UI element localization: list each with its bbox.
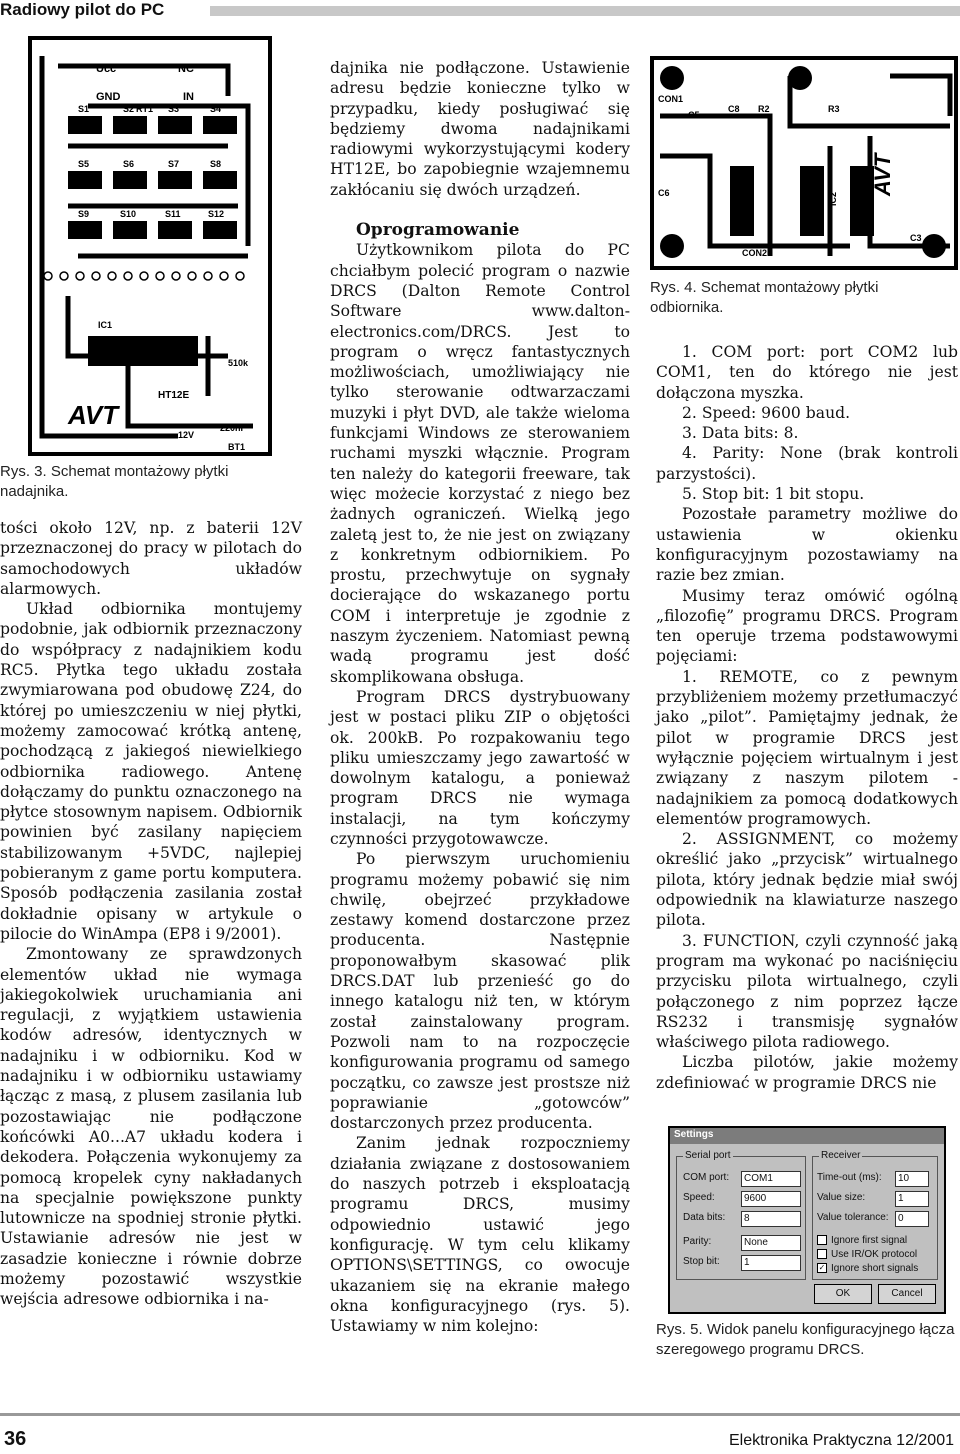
svg-text:C6: C6 [658,188,670,198]
serial-port-group [676,1150,806,1280]
ignore-first-signal-checkbox[interactable] [817,1235,907,1247]
svg-text:R3: R3 [828,104,840,114]
value-size-input[interactable]: 1 [895,1191,929,1207]
paragraph: tości około 12V, np. z baterii 12V przeznaczonej do pracy w pilotach do samochodowych układów alarmowych. [0,519,302,598]
parity-select[interactable]: None [741,1235,801,1251]
receiver-group-title: Receiver [821,1150,861,1161]
use-ir-ok-protocol-checkbox[interactable] [817,1249,917,1261]
svg-text:HT12D: HT12D [802,177,812,206]
svg-text:HT12E: HT12E [158,390,190,401]
com-port-select[interactable]: COM1 [741,1171,801,1187]
list-item: 3. Data bits: 8. [682,424,799,443]
list-item: 2. Speed: 9600 baud. [682,403,851,422]
value-tolerance-label: Value tolerance: [817,1212,889,1223]
paragraph: Musimy teraz omówić ogólną „filozofię” programu DRCS. Program ten operuje trzema podstawowymi pojęciami: [656,586,958,666]
serial-port-group-title: Serial port [685,1150,731,1161]
svg-text:CON1: CON1 [658,94,684,104]
svg-text:R2: R2 [758,104,770,114]
svg-text:AVT: AVT [68,400,119,430]
svg-text:IN: IN [183,91,194,103]
paragraph: Zmontowany ze sprawdzonych elementów układ nie wymaga jakiegokolwiek uruchamiania ani regulacji, z wyjątkiem ustawienia kodów adresów, identycznych w nadajniku i w odbiorniku. Kod w nadajniku i w odbiorniku ustawiamy łącząc z masą, z plusem zasilania lub pozostawiając nie podłączone końcówki A0...A7 układu kodera i dekodera. Połączenia wykonujemy za pomocą kropelek cyny nakładanych na specjalnie powiększone punkty lutownicze na spodniej stronie płytki. Ustawianie adresów nie jest w zasadzie konieczne i równie dobrze możemy pozostawić wszystkie wejścia adresowe odbiornika i na- [0,945,302,1309]
paragraph: dajnika nie podłączone. Ustawienie adresu będzie konieczne tylko w przypadku, kiedy posługiwać się będziemy dwoma nadajnikami radiowymi wykorzystującymi kodery HT12E, bo zapobiegnie wzajemnemu zakłócaniu się dwóch urządzeń. [330,59,630,199]
dialog-title: Settings [670,1128,944,1144]
timeout-label: Time-out (ms): [817,1172,882,1183]
speed-label: Speed: [683,1192,715,1203]
list-item: 1. COM port: port COM2 lub COM1, ten do którego nie jest dołączona myszka. [656,343,958,402]
column-1 [0,518,302,1310]
cancel-button[interactable]: Cancel [878,1284,936,1304]
data-bits-label: Data bits: [683,1212,726,1223]
svg-text:C8: C8 [728,104,740,114]
section-heading: Oprogramowanie [356,220,520,241]
transmitter-pcb-drawing [28,36,272,456]
page-header [0,0,960,22]
svg-text:S2: S2 [123,104,135,114]
svg-text:NC: NC [178,63,194,75]
paragraph: Liczba pilotów, jakie możemy zdefiniować w programie DRCS nie [656,1053,958,1092]
checkbox-label: Ignore first signal [831,1235,908,1246]
svg-text:IC1: IC1 [98,320,113,330]
figure-5-caption: Rys. 5. Widok panelu konfiguracyjnego łącza szeregowego programu DRCS. [656,1321,955,1358]
figure-transmitter-pcb [28,36,272,456]
svg-text:S12: S12 [208,209,225,219]
list-item: 2. ASSIGNMENT, co możemy określić jako „przycisk” wirtualnego pilota, który jednak będzie miał swój odpowiednik na klawiaturze naszego pilota. [656,830,958,930]
svg-text:S5: S5 [78,159,90,169]
column-3 [656,342,958,1093]
svg-text:S11: S11 [165,209,181,219]
check-icon: ✓ [818,1263,826,1273]
svg-text:GND: GND [96,91,121,103]
list-item: 1. REMOTE, co z pewnym przybliżeniem możemy przetłumaczyć jako „pilot”. Pamiętajmy jednak, że pilot w programie DRCS jest wyłącznie pojęciem wirtualnym i jest związany z naszym pilotem - nadajnikiem za pomocą dodatkowych elementów programowych. [656,667,958,828]
svg-text:RT1: RT1 [136,104,154,114]
svg-text:C5: C5 [688,110,700,120]
stop-bit-label: Stop bit: [683,1256,720,1267]
svg-text:BT1: BT1 [228,442,246,452]
svg-text:S1: S1 [78,104,90,114]
checkbox-box [817,1249,827,1259]
figure-4-caption: Rys. 4. Schemat montażowy płytki odbiornika. [650,279,879,316]
column-2 [330,58,630,1336]
footer-bar [0,1413,960,1416]
value-tolerance-input[interactable]: 0 [895,1211,929,1227]
com-port-label: COM port: [683,1172,730,1183]
page-number: 36 [4,1428,27,1450]
svg-text:220nF: 220nF [220,423,247,433]
svg-text:S3: S3 [168,104,180,114]
svg-text:MAX232: MAX232 [732,170,742,206]
receiver-pcb-drawing [650,56,958,270]
paragraph: Po pierwszym uruchomieniu programu możemy pobawić się nim chwilę, obejrzeć przykładowe zestawy komend dostarczone przez producenta. Następnie proponowałbym skasować plik DRCS.DAT lub przenieść go do innego katalogu niż ten, w którym został zainstalowany program. Pozwoli nam to na rozpoczęcie konfigurowania programu od samego początku, co zawsze jest prostsze niż poprawianie „gotowców” dostarczonych przez producenta. [330,850,630,1133]
data-bits-select[interactable]: 8 [741,1211,801,1227]
paragraph: Pozostałe parametry możliwe do ustawienia w okienku konfiguracyjnym pozostawiamy na razie bez zmian. [656,505,958,585]
list-item: 3. FUNCTION, czyli czynność jaką program ma wykonać po naciśnięciu przycisku pilota wirtualnego, czyli połączonego z nim poprzez łącze RS232 i transmisję sygnałów właściwego pilota radiowego. [656,931,958,1052]
figure-3-caption: Rys. 3. Schemat montażowy płytki nadajnika. [0,463,229,500]
magazine-name: Elektronika Praktyczna 12/2001 [728,1432,954,1449]
svg-text:AVT: AVT [870,153,895,196]
ignore-short-signals-checkbox[interactable] [817,1263,918,1275]
svg-text:S4: S4 [210,104,222,114]
list-item: 5. Stop bit: 1 bit stopu. [682,485,865,504]
settings-dialog [668,1126,946,1314]
paragraph: Zanim jednak rozpoczniemy działania związane z dostosowaniem do naszych potrzeb i eksploatacją programu DRCS, musimy odpowiednio ustawić jego konfigurację. W tym celu klikamy OPTIONS\SETTINGS, co owocuje ukazaniem się na ekranie małego okna konfiguracyjnego (rys. 5). Ustawiamy w nim kolejno: [330,1134,630,1336]
svg-text:12V: 12V [178,430,195,440]
paragraph: Program DRCS dystrybuowany jest w postaci pliku ZIP o objętości ok. 200kB. Po rozpakowaniu tego pliku umieszczamy jego zawartość w dowolnym katalogu, a ponieważ program DRCS nie wymaga instalacji, na tym kończymy czynności przygotowawcze. [330,687,630,848]
receiver-group [812,1150,938,1280]
svg-text:Ucc: Ucc [96,63,117,75]
header-bar [210,6,960,16]
svg-text:S8: S8 [210,159,222,169]
checkbox-label: Ignore short signals [831,1263,919,1274]
stop-bit-select[interactable]: 1 [741,1255,801,1271]
svg-text:S10: S10 [120,209,137,219]
svg-text:S7: S7 [168,159,180,169]
parity-label: Parity: [683,1236,712,1247]
svg-text:IC2: IC2 [828,191,838,206]
ok-button[interactable]: OK [814,1284,872,1304]
paragraph: Układ odbiornika montujemy podobnie, jak odbiornik przeznaczony do współpracy z nadajnikiem kodu RC5. Płytka tego układu została zwymiarowana pod obudowę Z24, do której po umieszczeniu w niej płytki, możemy zamocować krótką antenę, pochodzącą z jakiegoś niewielkiego odbiornika radiowego. Antenę dołączamy do punktu oznaczonego na płytce stosownym napisem. Odbiornik powinien być zasilany napięciem stabilizowanym +5VDC, najlepiej pobieranym z game portu komputera. Sposób podłączenia zasilania został dokładnie opisany w artykule o pilocie do WinAmpa (EP8 i 9/2001). [0,600,302,943]
timeout-input[interactable]: 10 [895,1171,929,1187]
list-item: 4. Parity: None (brak kontroli parzystości). [656,444,958,483]
svg-text:CON2: CON2 [742,248,768,258]
svg-text:S9: S9 [78,209,90,219]
figure-receiver-pcb [650,56,958,270]
svg-text:S6: S6 [123,159,135,169]
paragraph: Użytkownikom pilota do PC chciałbym polecić program o nazwie DRCS (Dalton Remote Control Software www.dalton-electronics.com/DRCS. Jest to program o wręcz fantastycznych możliwościach, umożliwiający nie tylko sterowanie odtwarzaczami muzyki i płyt DVD, ale także wieloma funkcjami Windows ze sterowaniem ruchami myszki włącznie. Program ten należy do kategorii freeware, tak więc możecie korzystać z niego bez żadnych ograniczeń. Wielką jego zaletą jest to, że nie jest on związany z konkretnym odbiornikiem. Po prostu, przechwytuje on sygnały docierające do wskazanego portu COM i interpretuje je zgodnie z naszym życzeniem. Natomiast pewną wadą programu jest dość skomplikowana obsługa. [330,241,630,686]
header-title: Radiowy pilot do PC [0,0,165,19]
svg-text:C3: C3 [910,233,922,243]
speed-select[interactable]: 9600 [741,1191,801,1207]
value-size-label: Value size: [817,1192,866,1203]
checkbox-label: Use IR/OK protocol [831,1249,918,1260]
checkbox-box [817,1235,827,1245]
svg-text:510k: 510k [228,358,249,368]
